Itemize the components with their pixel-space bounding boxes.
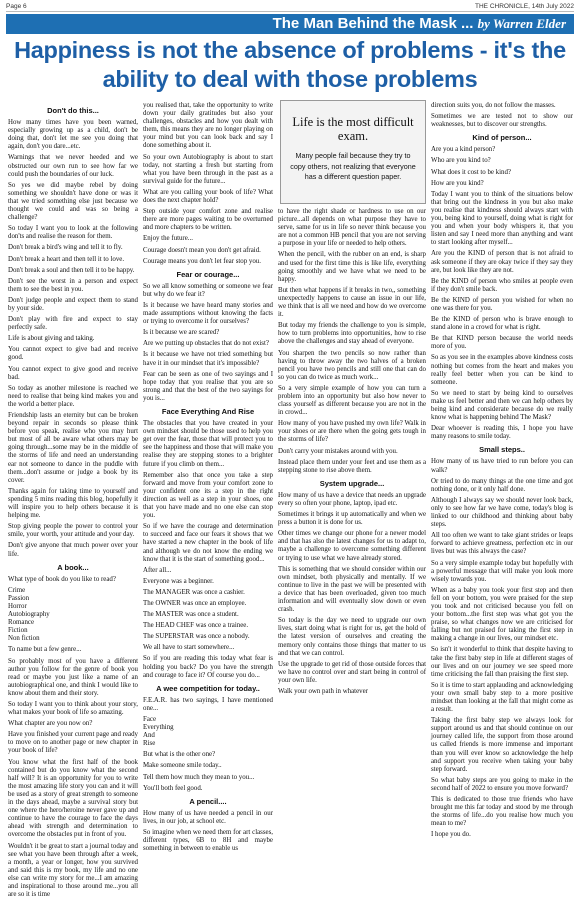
paragraph: The obstacles that you have created in your own mindset should be those used to help you get over the fear, those that will protect you to see the happiness and those that will make you realise they are stepping stones to a brighter future if you climb on them... [143,420,273,469]
column-1 [8,102,138,730]
section-heading: A book... [8,564,138,572]
paragraph: So a very simple example today but hopefully with a powerful message that will make you look more wisely towards you. [431,560,573,584]
list-item: Everything [143,724,273,732]
paragraph: Be the KIND of person who is brave enough to stand alone in a crowd for what is right. [431,316,573,332]
list-item: Face [143,716,273,724]
paragraph: So if you are reading this today what fear is holding you back? Do you have the strength and courage to face it? Of course you do... [143,655,273,679]
paragraph: So a very simple example of how you can turn a problem into an opportunity but also how never to class yourself as different because you are not in the in crowd... [278,385,426,417]
paragraph: Don't give anyone that much power over your life. [8,542,138,558]
paragraph: Warnings that we never heeded and we obstructed our own run to see how far we could push the boundaries of our luck. [8,154,138,178]
paragraph: Is it because we have heard many stories and made assumptions without knowing the facts or trying to overcome it for ourselves? [143,302,273,326]
paragraph: How many times have you been warned, especially growing up as a child, don't be doing that, don't let me see you doing that again, don't you dare...etc. [8,119,138,151]
paragraph: You sharpen the two pencils so now rather than having to throw away the two halves of a broken pencil you have two pencils and still one that can do so you can do twice as much work... [278,350,426,382]
paragraph: So as you see in the examples above kindness costs nothing but comes from the heart and makes you really feel better when you can be kind to someone. [431,354,573,386]
paragraph: So we all know something or someone we fear but why do we fear it? [143,283,273,299]
paragraph: Don't play with fire and expect to stay perfectly safe. [8,316,138,332]
paragraph: you realised that, take the opportunity to write down your daily gratitudes but also your challenges, obstacles and how you dealt with them, this means they are no longer playing on your mind but you can look back and say I done something about it. [143,102,273,151]
paragraph: This is dedicated to those true friends who have brought me this far today and stood by me through the storms of life...do you realise how much you mean to me? [431,796,573,828]
paragraph: What type of book do you like to read? [8,576,138,584]
paragraph: Everyone was a beginner. [143,578,273,586]
section-heading: A pencil.... [143,798,273,806]
paper-date: THE CHRONICLE, 14th July 2022 [475,3,574,10]
list-item: Autobiography [8,611,138,619]
paragraph: Make someone smile today.. [143,762,273,770]
paragraph: The HEAD CHEF was once a trainee. [143,622,273,630]
paragraph: Today I want you to think of the situations below that bring out the kindness in you but also make you realise that kindness should always start with you, being kind to yourself, doing what is right for you and when your body whispers it, that you listen and say I need more than anything and want to start looking after myself... [431,191,573,248]
paragraph: Thanks again for taking time to yourself and spending 5 mins reading this blog, hopefully it will inspire you to help others because it is helping me. [8,488,138,520]
paragraph: But what is the other one? [143,751,273,759]
paragraph: Or tried to do many things at the one time and got nothing done, or it only half done. [431,478,573,494]
paragraph: The SUPERSTAR was once a nobody. [143,633,273,641]
paragraph: Taking the first baby step we always look for support around us and that should continue on our journey called life, the support from those around us called friends is more immense and important than you will ever know so acknowledge the help and support you receive when taking your baby step forward. [431,717,573,774]
masthead [6,2,574,12]
paragraph: To name but a few genre... [8,646,138,654]
paragraph: Don't see the worst in a person and expect them to see the best in you. [8,278,138,294]
paragraph: When the pencil, with the rubber on an end, is sharp and used for the first time this is like life, everything going smoothly and we have what we need to be happy. [278,251,426,283]
paragraph: So today is the day we need to upgrade our own lives, start doing what is right for us, get the hold of the latest version of ourselves and creating the memory only contains those things that matter to us and that we can control. [278,617,426,657]
paragraph: The MASTER was once a student. [143,611,273,619]
paragraph: Although I always say we should never look back, only to see how far we have come, today's blog is linked to our childhood and thinking about baby steps. [431,497,573,529]
column-4 [431,102,573,730]
paragraph: How many of us have tried to run before you can walk? [431,458,573,474]
paragraph: Other times we change our phone for a newer model and that has also the latest changes for us to adapt to, maybe a challenge to overcome something different or trying to use what we have already stored. [278,530,426,562]
paragraph: Courage means you don't let fear stop you. [143,258,273,266]
paragraph: So today I want you to think about your story, what makes your book of life so amazing. [8,701,138,717]
paragraph: So your own Autobiography is about to start today, not starting a fresh but starting from what you have been through in the past as a survival guide for the future... [143,154,273,186]
column-banner [6,14,574,34]
paragraph: So what baby steps are you going to make in the second half of 2022 to ensure you move forward? [431,777,573,793]
paragraph: You'll both feel good. [143,785,273,793]
list-item: Non fiction [8,635,138,643]
paragraph: What are you calling your book of life? What does the next chapter hold? [143,189,273,205]
paragraph: Don't judge people and expect them to stand by your side. [8,297,138,313]
genre-list [8,587,138,644]
paragraph: Who are you kind to? [431,157,573,165]
paragraph: Walk your own path in whatever [278,688,426,696]
section-heading: System upgrade... [278,480,426,488]
list-item: Fiction [8,627,138,635]
paragraph: What chapter are you now on? [8,720,138,728]
paragraph: Use the upgrade to get rid of those outside forces that we have no control over and start being in control of your own life. [278,661,426,685]
paragraph: So today I want you to look at the following don'ts and realise the reason for them. [8,225,138,241]
quote-sub: Many people fail because they try to copy others, not realizing that everyone has a different question paper. [289,151,417,183]
list-item: And [143,732,273,740]
paragraph: direction suits you, do not follow the masses. [431,102,573,110]
paragraph: Dear whoever is reading this, I hope you have many reasons to smile today. [431,425,573,441]
section-heading: A wee competition for today.. [143,685,273,693]
paragraph: F.E.A.R. has two sayings, I have mentioned one... [143,697,273,713]
paragraph: You cannot expect to give bad and receive good. [8,346,138,362]
article-headline: Happiness is not the absence of problems - it's the ability to deal with those problems [8,36,572,94]
paragraph: So it is time to start applauding and acknowledging your own small baby step to a more positive mindset than looking at the fall that might come as a result. [431,682,573,714]
paragraph: Are you the KIND of person that is not afraid to ask someone if they are okay twice if they say they are, but look like they are not. [431,250,573,274]
paragraph: Is it because we have not tried something but have it in our mindset that it's impossible? [143,351,273,367]
paragraph: Fear can be seen as one of two sayings and I hope today that you realise that you are so strong and that the best of the two sayings for you is... [143,371,273,403]
paragraph: But today my friends the challenge to you is simple, how to turn problems into opportunities, how to rise above the challenges and stay ahead of everyone. [278,322,426,346]
paragraph: Step outside your comfort zone and realise there are more pages waiting to be overturned and more chapters to be written. [143,208,273,232]
paragraph: Sometimes we are tested not to show our weaknesses, but to discover our strengths. [431,113,573,129]
banner-byline: by Warren Elder [478,16,566,31]
paragraph: Don't break a bird's wing and tell it to fly. [8,244,138,252]
paragraph: Are you a kind person? [431,146,573,154]
paragraph: Are we putting up obstacles that do not exist? [143,340,273,348]
paragraph: to have the right shade or hardness to use on our picture...all depends on what purpose they have to serve, same for us in life so never think because you are not a common HB pencil that you are not serving a purpose in your life or needed to help others. [278,208,426,248]
paragraph: This is something that we should consider within our own mindset, both physically and mentally. If we continue to live in the past we will be presented with a device that has been overloaded, given too much information and will eventually slow down or even crash. [278,566,426,615]
paragraph: Life is about giving and taking. [8,335,138,343]
paragraph: Tell them how much they mean to you... [143,774,273,782]
paragraph: The MANAGER was once a cashier. [143,589,273,597]
paragraph: We all have to start somewhere... [143,644,273,652]
paragraph: Friendship lasts an eternity but can be broken beyond repair in seconds so please think before you speak, realise who you may hurt but most of all be aware what others may be going through...some may be in the middle of the storms of life and need an understanding ear not someone to dance in the puddle with them...don't assume or judge a book by its cover. [8,412,138,485]
list-item: Passion [8,595,138,603]
paragraph: What does it cost to be kind? [431,169,573,177]
paragraph: So probably most of you have a different author you follow for the genre of book you read or maybe you just like a name of an autobiographical one, and think I would like to know about them and their story. [8,658,138,698]
section-heading: Don't do this... [8,107,138,115]
section-heading: Fear or courage... [143,271,273,279]
paragraph: Stop giving people the power to control your smile, your worth, your attitude and your day. [8,523,138,539]
paragraph: Sometimes it brings it up automatically and when we press a button it is done for us. [278,511,426,527]
paragraph: So today as another milestone is reached we need to realise that being kind makes you and the world a better place. [8,385,138,409]
paragraph: After all... [143,567,273,575]
paragraph: Don't carry your mistakes around with you. [278,448,426,456]
paragraph: Be the KIND of person you wished for when no one was there for you. [431,297,573,313]
paragraph: So imagine when we need them for art classes, different types, 6B to 8H and maybe something in between to enable us [143,829,273,853]
quote-box [280,100,426,204]
list-item: Horror [8,603,138,611]
quote-main: Life is the most difficult exam. [289,115,417,143]
paragraph: Courage doesn't mean you don't get afraid. [143,247,273,255]
paragraph: Don't break a soul and then tell it to be happy. [8,267,138,275]
paragraph: Be the KIND of person who smiles at people even if they don't smile back. [431,278,573,294]
list-item: Rise [143,740,273,748]
paragraph: Is it because we are scared? [143,329,273,337]
page-number: Page 6 [6,3,27,10]
section-heading: Face Everything And Rise [143,408,273,416]
paragraph: You cannot expect to give good and receive bad. [8,366,138,382]
section-heading: Kind of person... [431,134,573,142]
paragraph: Have you finished your current page and ready to move on to another page or new chapter in your book of life? [8,731,138,755]
paragraph: How are you kind? [431,180,573,188]
paragraph: You know what the first half of the book contained but do you know what the second half will? It is an opportunity for you to write the most amazing life story you can and it will be used as a story of great strength to someone in the days ahead, maybe a survival story but one where the hero/heroine never gave up and continue to have the courage to face the days ahead with strength and determination to overcome the obstacles put in front of you. [8,759,138,840]
paragraph: When as a baby you took your first step and then fell on your bottom, you were praised for the step you took and not criticised because you fell on your bottom...the first step was what got you the praise, so what changes now we are criticised for falling but not praised for taking the first step in making a change in our lives, our mindset etc. [431,587,573,644]
paragraph: I hope you do. [431,831,573,839]
paragraph: Remember also that once you take a step forward and move from your comfort zone to your confident one its a step in the right direction as well as a step in your shoes, one that you have made and no one else can stop you. [143,472,273,521]
paragraph: Don't break a heart and then tell it to love. [8,256,138,264]
paragraph: So we need to start by being kind to ourselves make us feel better and then we can help others by being kind and considerate because do we really know what is happening behind The Mask? [431,390,573,422]
paragraph: So if we have the courage and determination to succeed and face our fears it shows that we have started a new chapter in the book of life and although we do not know the ending we know that it is the start of something good... [143,523,273,563]
paragraph: So isn't it wonderful to think that despite having to take the first baby step in life at different stages of our lives and on our journey we see speed more time criticising the fall than praising the first step. [431,646,573,678]
paragraph: Be that KIND person because the world needs more of you. [431,335,573,351]
list-item: Crime [8,587,138,595]
paragraph: So yes we did maybe rebel by doing something we shouldn't have done or was it that we tried something else just because we thought we could and was so being a challenge? [8,182,138,222]
fear-list [143,716,273,748]
paragraph: Enjoy the future... [143,235,273,243]
list-item: Romance [8,619,138,627]
column-3 [278,208,426,730]
paragraph: Wouldn't it be great to start a journal today and see what you have been through after a week, a month, a year or longer, how you survived and said this is my book, my life and no one else can write my story for me...I am amazing and inspirational to those around me...you all are so it is time [8,843,138,899]
paragraph: The OWNER was once an employee. [143,600,273,608]
paragraph: All too often we want to take giant strides or leaps forward to achieve greatness, perfection etc in our lives but was this always the case? [431,532,573,556]
paragraph: How many of us have a device that needs an upgrade every so often your phone, laptop, ipad etc. [278,492,426,508]
section-heading: Small steps.. [431,446,573,454]
paragraph: How many of you have pushed my own life? Walk in your shoes or are there when the going gets tough in the storms of life? [278,420,426,444]
banner-title: The Man Behind the Mask ... [273,15,474,32]
paragraph: Instead place them under your feet and use them as a stepping stone to rise above them. [278,459,426,475]
paragraph: But then what happens if it breaks in two,, something unexpectedly happens to cause an issue in our life, we think that is all we need and how do we overcome it. [278,287,426,319]
column-2 [143,102,273,730]
paragraph: How many of us have needed a pencil in our lives, in our job, at school etc. [143,810,273,826]
